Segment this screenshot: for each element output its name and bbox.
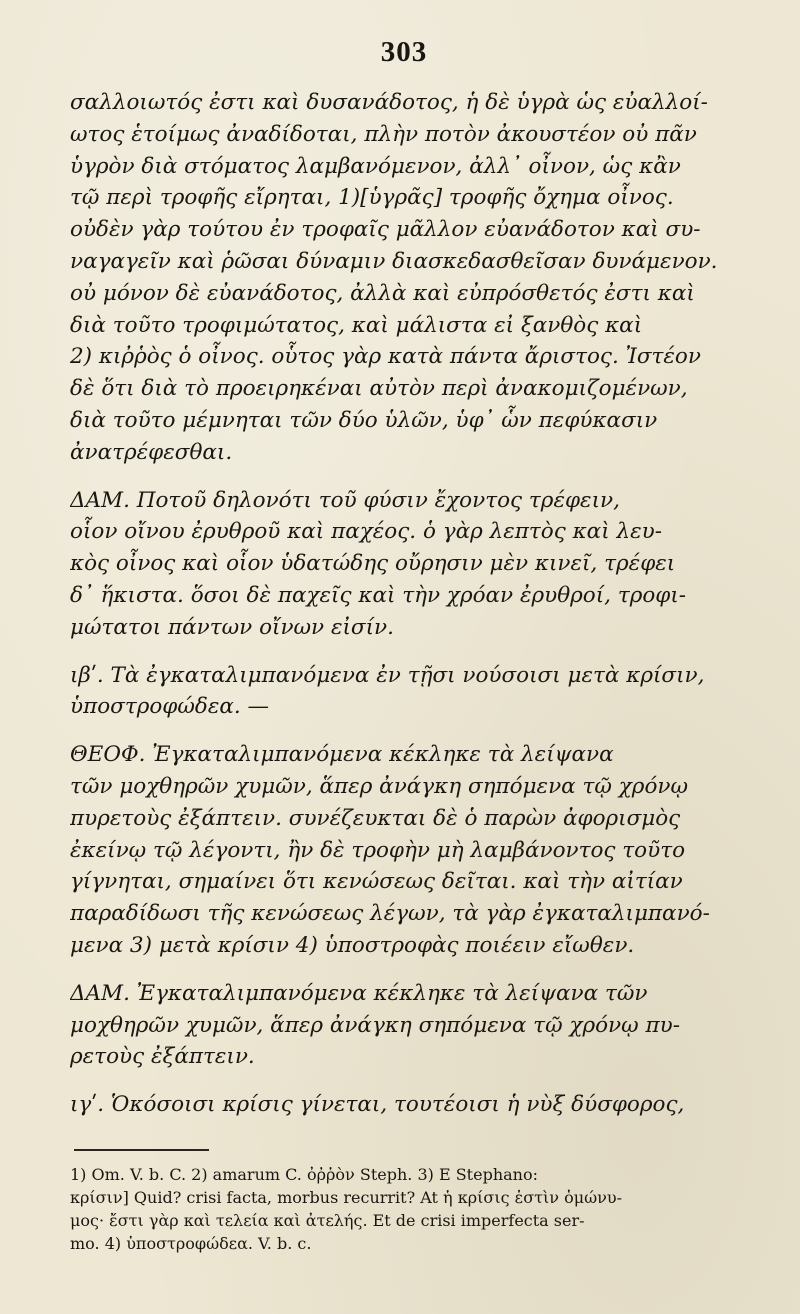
paragraph-gap xyxy=(70,469,738,485)
aphorism-13 xyxy=(70,1089,738,1121)
page-number: 303 xyxy=(380,36,428,68)
paragraph-damascius-1 xyxy=(70,485,738,644)
text-line: μενα 3) μετὰ κρίσιν 4) ὑποστροφὰς ποιέειν εἴωθεν. xyxy=(70,932,635,958)
text-line: ναγαγεῖν καὶ ῥῶσαι δύναμιν διασκεδασθεῖσαν δυνάμενον. xyxy=(70,248,718,274)
footnote-line: mo. 4) ὑποστροφώδεα. V. b. c. xyxy=(70,1233,312,1253)
text-line: ὑγρὸν διὰ στόματος λαμβανόμενον, ἀλλ᾽ οἶνον, ὡς κἂν xyxy=(70,153,681,179)
text-line: 2) κιῤῥὸς ὁ οἶνος. οὗτος γὰρ κατὰ πάντα ἄριστος. Ἰστέον xyxy=(70,344,701,370)
text-line: μώτατοι πάντων οἴνων εἰσίν. xyxy=(70,614,394,640)
text-line: οὐ μόνον δὲ εὐανάδοτος, ἀλλὰ καὶ εὐπρόσθετός ἐστι καὶ xyxy=(70,280,695,306)
paragraph-gap xyxy=(70,962,738,978)
text-line: ὑποστροφώδεα. — xyxy=(70,694,270,720)
text-line: διὰ τοῦτο μέμνηται τῶν δύο ὑλῶν, ὑφ᾽ ὧν πεφύκασιν xyxy=(70,407,658,433)
footnote-line: μος· ἔστι γὰρ καὶ τελεία καὶ ἀτελής. Et de crisi imperfecta ser- xyxy=(70,1210,585,1230)
text-line: ωτος ἑτοίμως ἀναδίδοται, πλὴν ποτὸν ἀκουστέον οὐ πᾶν xyxy=(70,121,697,147)
paragraph-gap xyxy=(70,644,738,660)
text-line: ΔΑΜ. Ποτοῦ δηλονότι τοῦ φύσιν ἔχοντος τρέφειν, xyxy=(70,487,620,513)
footnote-line: 1) Om. V. b. C. 2) amarum C. ὀῤῥὸν Steph. 3) E Stephano: xyxy=(70,1164,538,1184)
text-line: δ᾽ ἥκιστα. ὅσοι δὲ παχεῖς καὶ τὴν χρόαν ἐρυθροί, τροφι- xyxy=(70,582,687,608)
text-line: ιγʹ. Ὁκόσοισι κρίσις γίνεται, τουτέοισι ἡ νὺξ δύσφορος, xyxy=(70,1092,685,1118)
text-line: δὲ ὅτι διὰ τὸ προειρηκέναι αὐτὸν περὶ ἀνακομιζομένων, xyxy=(70,376,688,402)
text-line: ἀνατρέφεσθαι. xyxy=(70,439,233,465)
footnotes xyxy=(70,1163,738,1255)
paragraph-damascius-2 xyxy=(70,978,738,1073)
paragraph-commentary-continued xyxy=(70,87,738,469)
text-line: ρετοὺς ἐξάπτειν. xyxy=(70,1044,255,1070)
paragraph-gap xyxy=(70,1073,738,1089)
paragraph-theophilus xyxy=(70,739,738,962)
text-line: πυρετοὺς ἐξάπτειν. συνέζευκται δὲ ὁ παρὼν ἀφορισμὸς xyxy=(70,805,681,831)
text-line: γίγνηται, σημαίνει ὅτι κενώσεως δεῖται. καὶ τὴν αἰτίαν xyxy=(70,869,683,895)
text-line: κὸς οἶνος καὶ οἷον ὑδατώδης οὔρησιν μὲν κινεῖ, τρέφει xyxy=(70,551,676,577)
text-line: οἷον οἴνου ἐρυθροῦ καὶ παχέος. ὁ γὰρ λεπτὸς καὶ λευ- xyxy=(70,519,662,545)
aphorism-12 xyxy=(70,660,738,724)
footnote-divider xyxy=(74,1149,209,1151)
text-line: ΘΕΟΦ. Ἐγκαταλιμπανόμενα κέκληκε τὰ λείψανα xyxy=(70,742,614,768)
text-line: σαλλοιωτός ἐστι καὶ δυσανάδοτος, ἡ δὲ ὑγρὰ ὡς εὐαλλοί- xyxy=(70,90,708,115)
footnote-line: κρίσιν] Quid? crisi facta, morbus recurrit? At ἡ κρίσις ἐστὶν ὁμώνυ- xyxy=(70,1187,623,1207)
text-line: παραδίδωσι τῆς κενώσεως λέγων, τὰ γὰρ ἐγκαταλιμπανό- xyxy=(70,901,710,927)
text-line: ἐκείνῳ τῷ λέγοντι, ἢν δὲ τροφὴν μὴ λαμβάνοντος τοῦτο xyxy=(70,837,686,863)
text-line: τῶν μοχθηρῶν χυμῶν, ἅπερ ἀνάγκη σηπόμενα τῷ χρόνῳ xyxy=(70,773,688,799)
text-line: μοχθηρῶν χυμῶν, ἅπερ ἀνάγκη σηπόμενα τῷ χρόνῳ πυ- xyxy=(70,1012,680,1038)
text-line: τῷ περὶ τροφῆς εἴρηται, 1)[ὑγρᾶς] τροφῆς ὄχημα οἶνος. xyxy=(70,185,674,211)
book-page xyxy=(70,36,738,1255)
paragraph-gap xyxy=(70,723,738,739)
text-line: διὰ τοῦτο τροφιμώτατος, καὶ μάλιστα εἰ ξανθὸς καὶ xyxy=(70,312,643,338)
text-line: οὐδὲν γὰρ τούτου ἐν τροφαῖς μᾶλλον εὐανάδοτον καὶ συ- xyxy=(70,217,701,243)
text-line: ιβʹ. Τὰ ἐγκαταλιμπανόμενα ἐν τῇσι νούσοισι μετὰ κρίσιν, xyxy=(70,662,705,688)
text-line: ΔΑΜ. Ἐγκαταλιμπανόμενα κέκληκε τὰ λείψανα τῶν xyxy=(70,980,648,1006)
